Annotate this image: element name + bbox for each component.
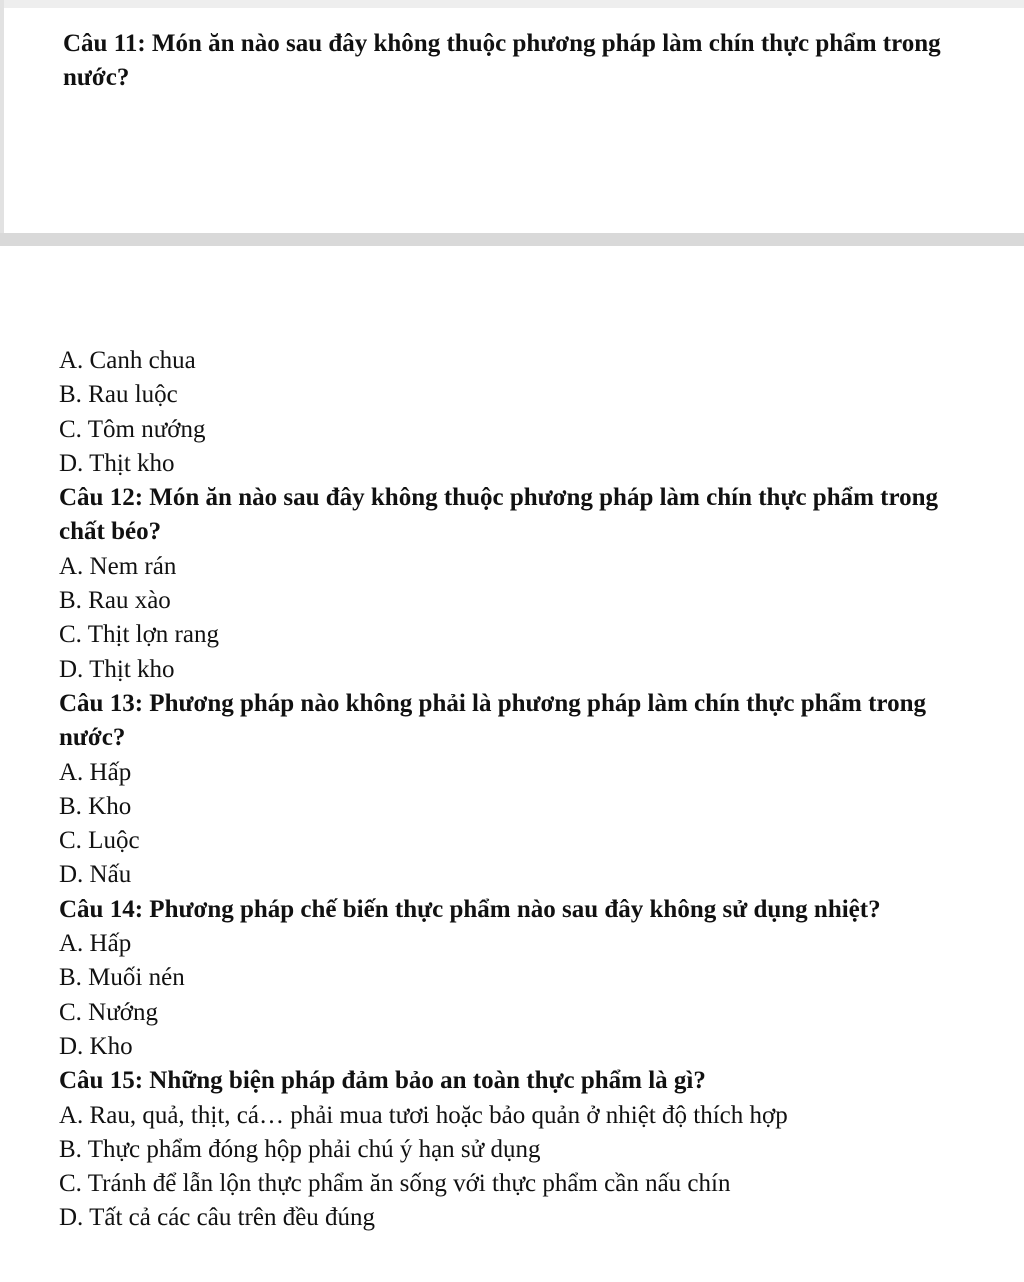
- question-13-heading: [59, 687, 979, 756]
- question-12-option-b: B. Rau xào: [59, 587, 171, 615]
- question-12-heading: [59, 481, 979, 550]
- question-15-heading: [59, 1064, 979, 1098]
- question-14-option-d: D. Kho: [59, 1032, 133, 1060]
- question-13-option-a: A. Hấp: [59, 758, 132, 786]
- document-page-top: [0, 0, 1024, 233]
- question-14-option-b: B. Muối nén: [59, 964, 185, 992]
- question-11-block: [63, 27, 983, 96]
- document-page-main: [0, 246, 1024, 1282]
- question-15-option-d: D. Tất cả các câu trên đều đúng: [59, 1204, 376, 1232]
- question-13-option-b: B. Kho: [59, 792, 132, 820]
- question-14-text: Phương pháp chế biến thực phẩm nào sau đây không sử dụng nhiệt?: [149, 895, 881, 923]
- page-top-edge: [4, 0, 1024, 8]
- question-12-label: Câu 12:: [59, 484, 144, 512]
- question-11-heading: [63, 27, 983, 96]
- question-15-label: Câu 15:: [59, 1067, 144, 1095]
- question-12-option-a: A. Nem rán: [59, 552, 177, 580]
- question-13-option-c: C. Luộc: [59, 827, 140, 855]
- question-15-option-c: C. Tránh để lẫn lộn thực phẩm ăn sống với thực phẩm cần nấu chín: [59, 1170, 731, 1198]
- question-12-option-c: C. Thịt lợn rang: [59, 621, 219, 649]
- question-11-label: Câu 11:: [63, 30, 146, 57]
- question-15-text: Những biện pháp đảm bảo an toàn thực phẩm là gì?: [149, 1067, 706, 1095]
- question-13-option-d: D. Nấu: [59, 861, 132, 889]
- question-14-label: Câu 14:: [59, 895, 144, 923]
- question-11-option-c: C. Tôm nướng: [59, 415, 206, 443]
- question-11-option-a: A. Canh chua: [59, 347, 196, 374]
- questions-list: [59, 344, 979, 1236]
- question-14-heading: [59, 893, 979, 927]
- question-14-option-a: A. Hấp: [59, 930, 132, 958]
- question-13-label: Câu 13:: [59, 689, 144, 717]
- question-11-option-b: B. Rau luộc: [59, 381, 178, 409]
- question-15-option-b: B. Thực phẩm đóng hộp phải chú ý hạn sử dụng: [59, 1135, 541, 1163]
- question-14-option-c: C. Nướng: [59, 998, 158, 1026]
- question-15-option-a: A. Rau, quả, thịt, cá… phải mua tươi hoặc bảo quản ở nhiệt độ thích hợp: [59, 1101, 788, 1129]
- question-13-text: Phương pháp nào không phải là phương pháp làm chín thực phẩm trong nước?: [59, 689, 926, 752]
- question-11-option-d: D. Thịt kho: [59, 449, 175, 477]
- question-11-text: Món ăn nào sau đây không thuộc phương pháp làm chín thực phẩm trong nước?: [63, 30, 941, 92]
- question-12-option-d: D. Thịt kho: [59, 655, 175, 683]
- question-12-text: Món ăn nào sau đây không thuộc phương pháp làm chín thực phẩm trong chất béo?: [59, 484, 939, 546]
